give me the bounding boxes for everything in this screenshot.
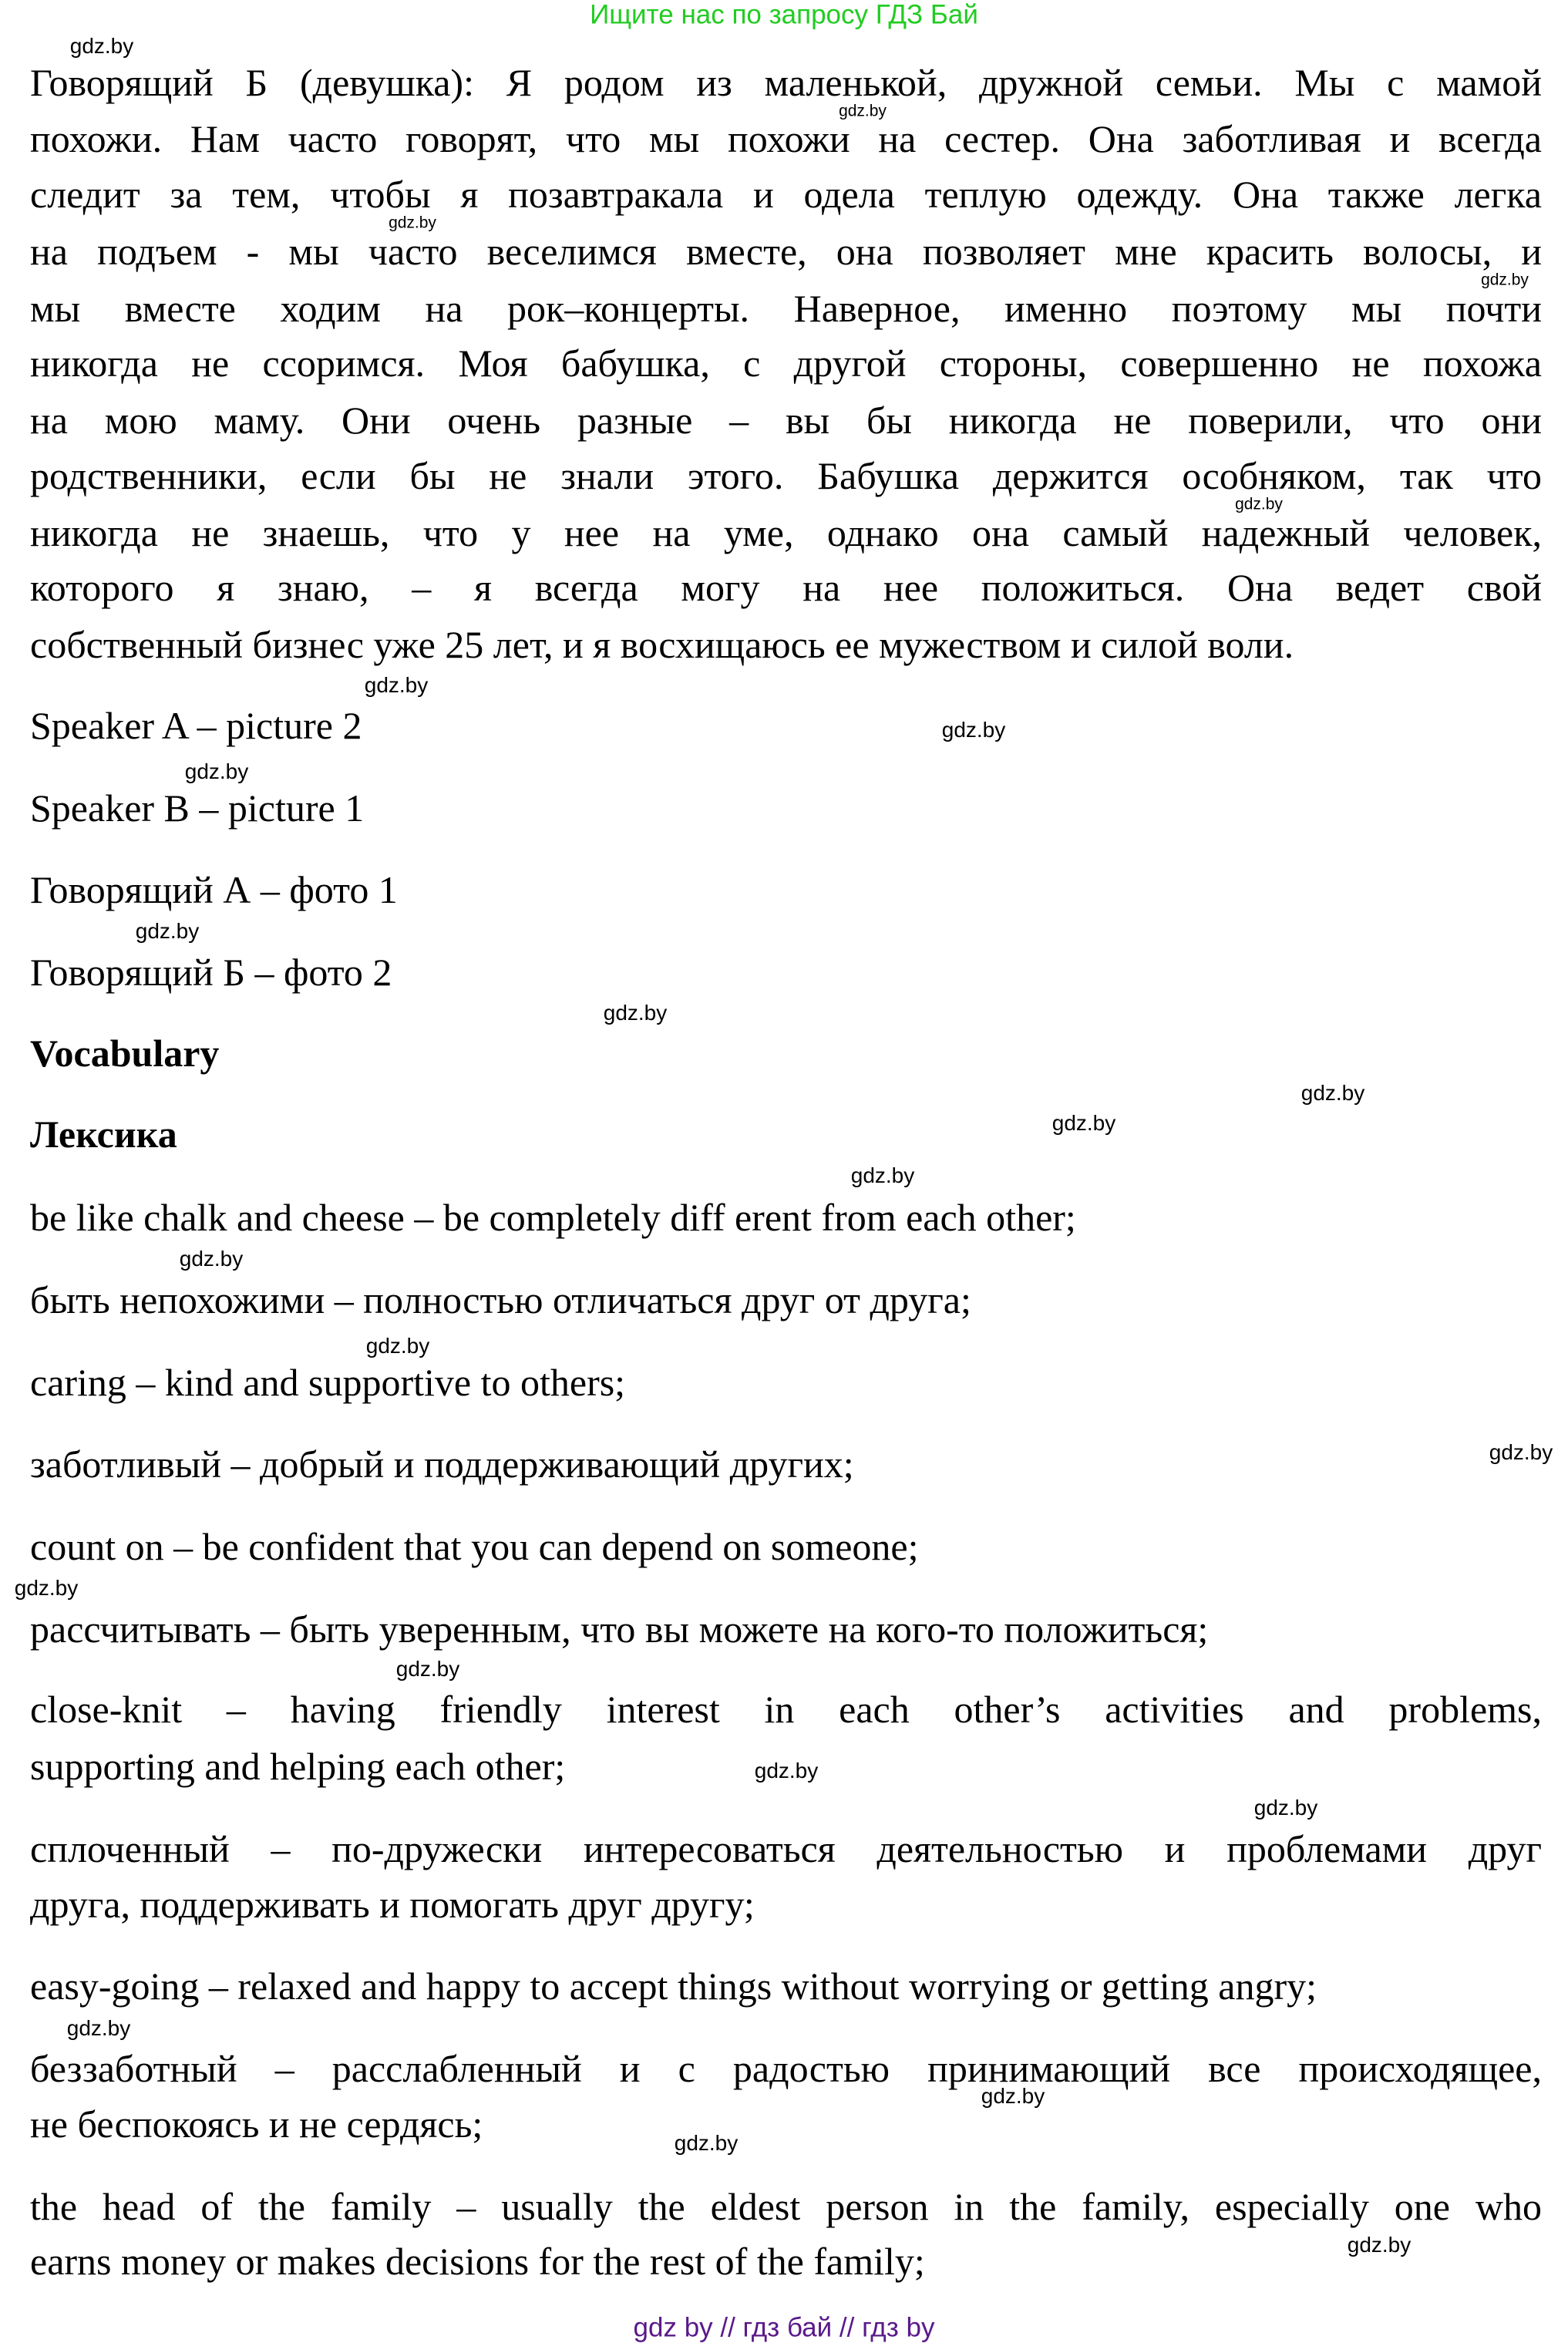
watermark: gdz.by xyxy=(1481,271,1529,289)
footer-links[interactable]: gdz by // гдз бай // гдз by xyxy=(633,2312,935,2343)
watermark: gdz.by xyxy=(66,2016,131,2040)
vocab-entry-line: earns money or makes decisions for the rest of the family; xyxy=(30,2240,925,2283)
heading-vocabulary: Vocabulary xyxy=(30,1032,220,1075)
vocab-entry-line: supporting and helping each other; xyxy=(30,1745,566,1788)
watermark: gdz.by xyxy=(365,1334,430,1358)
watermark: gdz.by xyxy=(184,759,249,783)
watermark: gdz.by xyxy=(69,34,134,58)
watermark: gdz.by xyxy=(14,1576,79,1600)
search-hint-banner[interactable]: Ищите нас по запросу ГДЗ Бай xyxy=(590,0,978,30)
paragraph-line: собственный бизнес уже 25 лет, и я восхищаюсь ее мужеством и силой воли. xyxy=(30,623,1294,666)
watermark: gdz.by xyxy=(1300,1081,1365,1105)
watermark: gdz.by xyxy=(1347,2233,1412,2257)
watermark: gdz.by xyxy=(981,2084,1045,2108)
paragraph-line: на мою маму. Они очень разные – вы бы никогда не поверили, что они xyxy=(30,399,1542,442)
paragraph-line: никогда не знаешь, что у нее на уме, однако она самый надежный человек, xyxy=(30,511,1542,554)
watermark: gdz.by xyxy=(364,673,429,697)
vocab-entry-line: рассчитывать – быть уверенным, что вы можете на кого-то положиться; xyxy=(30,1607,1209,1651)
paragraph-line: похожи. Нам часто говорят, что мы похожи на сестер. Она заботливая и всегда xyxy=(30,117,1542,160)
watermark: gdz.by xyxy=(1253,1796,1318,1820)
vocab-entry-line: count on – be confident that you can depend on someone; xyxy=(30,1525,919,1568)
answer-line: Speaker A – picture 2 xyxy=(30,704,362,747)
vocab-entry-line: быть непохожими – полностью отличаться друг от друга; xyxy=(30,1278,971,1321)
watermark: gdz.by xyxy=(941,718,1006,742)
vocab-entry-line: the head of the family – usually the eldest person in the family, especially one who xyxy=(30,2185,1542,2228)
vocab-entry-line: заботливый – добрый и поддерживающий других; xyxy=(30,1442,854,1486)
watermark: gdz.by xyxy=(179,1247,244,1271)
watermark: gdz.by xyxy=(839,102,887,120)
vocab-entry-line: беззаботный – расслабленный и с радостью принимающий все происходящее, xyxy=(30,2047,1542,2090)
watermark: gdz.by xyxy=(389,214,436,232)
watermark: gdz.by xyxy=(850,1163,915,1187)
answer-line: Говорящий А – фото 1 xyxy=(30,868,398,911)
watermark: gdz.by xyxy=(135,919,200,943)
vocab-entry-line: сплоченный – по-дружески интересоваться деятельностью и проблемами друг xyxy=(30,1827,1542,1870)
vocab-entry-line: be like chalk and cheese – be completely diff erent from each other; xyxy=(30,1196,1076,1239)
watermark: gdz.by xyxy=(754,1759,819,1782)
paragraph-line: следит за тем, чтобы я позавтракала и одела теплую одежду. Она также легка xyxy=(30,173,1542,216)
watermark: gdz.by xyxy=(674,2131,739,2155)
vocab-entry-line: close-knit – having friendly interest in each other’s activities and problems, xyxy=(30,1688,1542,1731)
answer-line: Говорящий Б – фото 2 xyxy=(30,951,392,994)
heading-leksika: Лексика xyxy=(30,1113,177,1156)
watermark: gdz.by xyxy=(603,1001,668,1025)
paragraph-line: Говорящий Б (девушка): Я родом из маленькой, дружной семьи. Мы с мамой xyxy=(30,61,1542,104)
watermark: gdz.by xyxy=(1052,1111,1116,1135)
watermark: gdz.by xyxy=(1489,1440,1553,1464)
vocab-entry-line: caring – kind and supportive to others; xyxy=(30,1361,626,1404)
answer-line: Speaker B – picture 1 xyxy=(30,786,365,830)
watermark: gdz.by xyxy=(395,1657,460,1681)
watermark: gdz.by xyxy=(1235,495,1283,513)
paragraph-line: родственники, если бы не знали этого. Бабушка держится особняком, так что xyxy=(30,454,1542,497)
vocab-entry-line: не беспокоясь и не сердясь; xyxy=(30,2102,483,2146)
paragraph-line: на подъем - мы часто веселимся вместе, она позволяет мне красить волосы, и xyxy=(30,230,1542,273)
paragraph-line: никогда не ссоримся. Моя бабушка, с другой стороны, совершенно не похожа xyxy=(30,342,1542,385)
paragraph-line: мы вместе ходим на рок–концерты. Наверное, именно поэтому мы почти xyxy=(30,287,1542,330)
vocab-entry-line: easy-going – relaxed and happy to accept things without worrying or getting angry; xyxy=(30,1964,1317,2008)
paragraph-line: которого я знаю, – я всегда могу на нее положиться. Она ведет свой xyxy=(30,566,1542,609)
vocab-entry-line: друга, поддерживать и помогать друг другу; xyxy=(30,1883,755,1926)
